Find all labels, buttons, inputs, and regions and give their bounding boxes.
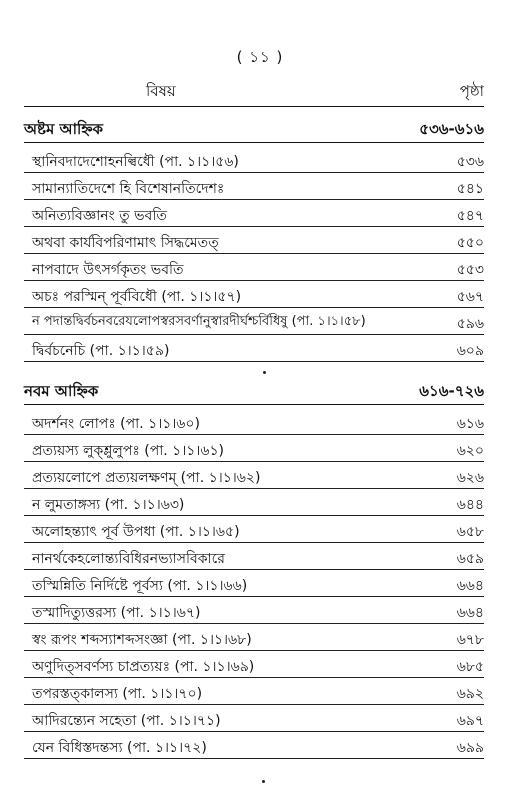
print-speck <box>263 371 266 374</box>
section-page-range: ৫৩৬-৬১৬ <box>419 120 484 138</box>
header-divider <box>24 106 484 107</box>
list-item <box>24 173 484 200</box>
entry-page: ৬৮৫ <box>456 659 484 675</box>
list-item <box>24 543 484 570</box>
list-item <box>24 335 484 362</box>
list-item <box>24 435 484 462</box>
entry-page: ৫৩৬ <box>456 154 484 170</box>
entry-page: ৬৪৪ <box>456 497 484 513</box>
section-page-range: ৬১৬-৭২৬ <box>419 382 484 400</box>
entry-page: ৫৫৩ <box>456 262 484 278</box>
entry-title: প্রত্যয়স্য লুক্শ্লুলুপঃ (পা. ১।১।৬১) <box>32 443 224 459</box>
entry-title: অথবা কার্যবিপরিণামাৎ সিদ্ধমেতত্ <box>32 235 219 251</box>
entry-title: প্রত্যয়লোপে প্রত্যয়লক্ষণম্ (পা. ১।১।৬২) <box>32 470 261 486</box>
list-item <box>24 462 484 489</box>
entry-title: নানর্থকেহলোন্ত্যবিধিরনভ্যাসবিকারে <box>32 551 225 567</box>
entry-title: তপরস্তত্কালস্য (পা. ১।১।৭০) <box>32 686 203 702</box>
entry-page: ৬১৬ <box>456 416 484 432</box>
section-title: নবম আহ্নিক <box>24 382 99 400</box>
entry-page: ৬২৬ <box>456 470 484 486</box>
list-item <box>24 254 484 281</box>
entry-title: তস্মাদিত্যুত্তরস্য (পা. ১।১।৬৭) <box>32 605 201 621</box>
entry-title: অণুদিত্সবর্ণস্য চাপ্রত্যয়ঃ (পা. ১।১।৬৯) <box>32 659 255 675</box>
page-number: ( ১১ ) <box>236 48 284 66</box>
section-title: অষ্টম আহ্নিক <box>24 120 103 138</box>
list-item <box>24 146 484 173</box>
page-column-header: পৃষ্ঠা <box>459 82 484 100</box>
section-heading-ashtama <box>24 118 484 140</box>
entry-title: ন লুমতাঙ্গস্য (পা. ১।১।৬৩) <box>32 497 185 513</box>
section-divider <box>24 404 484 405</box>
list-item <box>24 281 484 308</box>
entry-page: ৫৪৭ <box>456 208 484 224</box>
entry-page: ৬৭৮ <box>456 632 484 648</box>
list-item <box>24 516 484 543</box>
list-item <box>24 227 484 254</box>
list-item <box>24 489 484 516</box>
entry-page: ৬৯৯ <box>456 740 484 756</box>
subject-column-header: বিষয় <box>146 82 176 100</box>
entry-title: স্থানিবদাদেশোহনল্বিধৌ (পা. ১।১।৫৬) <box>32 154 239 170</box>
entry-title: ন পদান্তদ্বির্বচনবরেযলোপস্বরসবর্ণানুস্বারদীর্ঘশ্চর্বিধিষু (পা. ১।১।৫৮) <box>32 314 366 329</box>
list-item <box>24 651 484 678</box>
entry-page: ৬৯৭ <box>456 713 484 729</box>
entry-title: আদিরন্ত্যেন সহেতা (পা. ১।১।৭১) <box>32 713 221 729</box>
entry-page: ৬০৯ <box>456 343 484 359</box>
entry-title: সামান্যাতিদেশে হি বিশেষানতিদেশঃ <box>32 181 225 197</box>
list-item <box>24 308 484 335</box>
list-item <box>24 200 484 227</box>
entry-page: ৫৫০ <box>456 235 484 251</box>
entry-title: দ্বির্বচনেচি (পা. ১।১।৫৯) <box>32 343 170 359</box>
entry-page: ৬৯২ <box>456 686 484 702</box>
entry-page: ৬৬৪ <box>456 578 484 594</box>
list-item <box>24 624 484 651</box>
entry-title: অনিত্যবিজ্ঞানং তু ভবতি <box>32 208 167 224</box>
entry-page: ৬৫৯ <box>456 551 484 567</box>
entry-title: অদর্শনং লোপঃ (পা. ১।১।৬০) <box>32 416 200 432</box>
entry-title: অলোহন্ত্যাৎ পূর্ব উপধা (পা. ১।১।৬৫) <box>32 524 240 540</box>
entry-page: ৫৬৭ <box>456 289 484 305</box>
entry-page: ৬৫৮ <box>456 524 484 540</box>
section-heading-navama <box>24 380 484 402</box>
list-item <box>24 408 484 435</box>
list-item <box>24 597 484 624</box>
list-item <box>24 570 484 597</box>
entry-title: যেন বিধিস্তদন্তস্য (পা. ১।১।৭২) <box>32 740 207 756</box>
entry-page: ৬৬৪ <box>456 605 484 621</box>
entry-title: স্বং রূপং শব্দস্যাশব্দসংজ্ঞা (পা. ১।১।৬৮) <box>32 632 252 648</box>
entry-page: ৫৪১ <box>456 181 484 197</box>
entry-title: নাপবাদে উৎসর্গকৃতং ভবতি <box>32 262 184 278</box>
entry-page: ৫৯৬ <box>456 316 484 332</box>
print-speck <box>262 780 265 783</box>
entry-title: অচঃ পরস্মিন্ পূর্ববিধৌ (পা. ১।১।৫৭) <box>32 289 242 305</box>
list-item <box>24 678 484 705</box>
list-item <box>24 732 484 759</box>
column-header-row <box>24 80 484 100</box>
entry-title: তস্মিন্নিতি নির্দিষ্টে পূর্বস্য (পা. ১।১।৬৬) <box>32 578 248 594</box>
entry-page: ৬২০ <box>456 443 484 459</box>
section-divider <box>24 142 484 143</box>
list-item <box>24 705 484 732</box>
